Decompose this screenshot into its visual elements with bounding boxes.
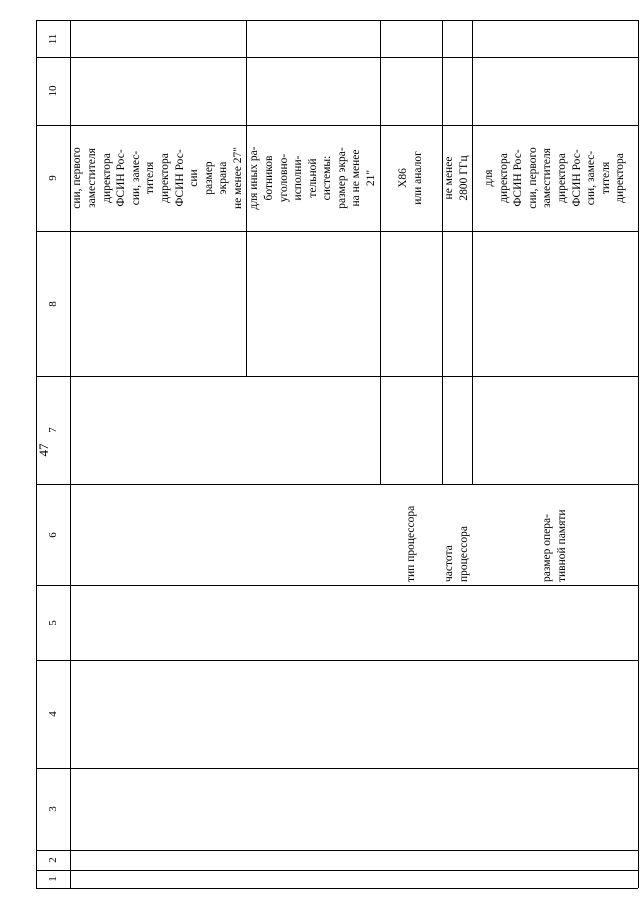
- cell-text-line: ботников: [262, 155, 275, 201]
- cell-text-line: размер экра-: [335, 147, 348, 209]
- cell-text-line: тельной: [306, 158, 319, 198]
- cell-text-line: уголовно-: [277, 153, 290, 203]
- column-number-3: 3: [47, 806, 59, 812]
- cell-row2-col9: [246, 125, 380, 231]
- column-number-9: 9: [47, 175, 59, 181]
- cell-text-line: ФСИН Рос-: [570, 149, 583, 207]
- column-border: [36, 850, 638, 851]
- table-vertical-border: [36, 20, 37, 888]
- cell-text-line: процессора: [458, 525, 470, 582]
- row-border: [380, 20, 381, 484]
- row-border: [442, 20, 443, 484]
- column-border: [36, 20, 638, 21]
- cell-text-line: ФСИН Рос-: [173, 149, 186, 207]
- cell-text-line: директора: [614, 153, 627, 203]
- column-border: [36, 585, 638, 586]
- cell-text-line: директора: [556, 153, 568, 203]
- cell-text-line: сии, замес-: [585, 150, 598, 206]
- cell-text-line: ФСИН Рос-: [512, 149, 525, 207]
- column-border: [36, 768, 638, 769]
- cell-row3-col9: [380, 125, 442, 231]
- cell-row4-col6: [442, 484, 472, 585]
- cell-text-line: директора: [497, 153, 510, 203]
- cell-text-line: исполни-: [292, 155, 305, 201]
- cell-text-line: заместителя: [541, 148, 554, 208]
- table-vertical-border: [638, 20, 639, 888]
- column-number-8: 8: [47, 300, 59, 307]
- cell-text-line: сии: [188, 169, 201, 187]
- cell-text-line: тивной памяти: [556, 509, 568, 582]
- cell-text-line: тителя: [599, 161, 612, 195]
- page-number: 47: [36, 443, 51, 457]
- column-number-2: 2: [47, 857, 59, 863]
- cell-text-line: для иных ра-: [248, 146, 261, 210]
- column-border: [36, 870, 638, 871]
- cell-text-line: тип процессора: [404, 505, 417, 582]
- column-number-6: 6: [47, 531, 59, 538]
- cell-text-line: или аналог: [412, 151, 424, 205]
- cell-text-line: заместителя: [86, 148, 99, 208]
- cell-text-line: тителя: [144, 161, 157, 195]
- column-border: [36, 660, 638, 661]
- cell-text-line: сии, первого: [526, 147, 539, 209]
- cell-text-line: размер опера-: [541, 514, 554, 582]
- cell-row5-col9: [472, 125, 638, 231]
- cell-text-line: 2800 ГГц: [458, 155, 470, 201]
- cell-text-line: на не менее: [350, 149, 363, 207]
- cell-text-line: 21": [365, 169, 378, 187]
- cell-text-line: размер: [202, 161, 215, 195]
- column-number-1: 1: [47, 876, 59, 882]
- column-number-11: 11: [47, 33, 59, 44]
- cell-text-line: директора: [159, 153, 171, 203]
- cell-text-line: не менее 27": [231, 147, 244, 209]
- requirements-table: [36, 20, 638, 888]
- cell-row1-col9: [70, 125, 246, 231]
- table-bottom-border: [36, 888, 638, 889]
- cell-text-line: X86: [397, 168, 410, 188]
- column-number-5: 5: [47, 619, 59, 626]
- column-border: [36, 57, 638, 58]
- cell-text-line: частота: [443, 545, 456, 582]
- row-border: [472, 20, 473, 484]
- column-border: [36, 231, 638, 232]
- column-number-10: 10: [47, 85, 59, 97]
- cell-text-line: экрана: [217, 161, 230, 195]
- column-number-4: 4: [47, 711, 59, 717]
- cell-row4-col9: [442, 125, 472, 231]
- cell-text-line: сии, первого: [71, 147, 84, 209]
- cell-row3-col6: [380, 484, 442, 585]
- cell-text-line: для: [483, 169, 496, 187]
- cell-text-line: ФСИН Рос-: [115, 149, 128, 207]
- cell-text-line: системы:: [321, 155, 334, 201]
- cell-text-line: сии, замес-: [129, 150, 142, 206]
- cell-row5-col6: [472, 484, 638, 585]
- column-border: [36, 376, 638, 377]
- cell-text-line: директора: [100, 153, 113, 203]
- column-number-7: 7: [47, 427, 59, 433]
- cell-text-line: не менее: [443, 156, 456, 200]
